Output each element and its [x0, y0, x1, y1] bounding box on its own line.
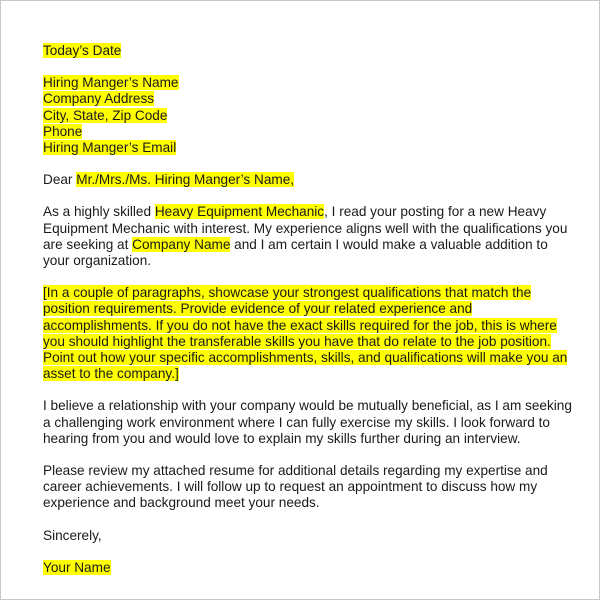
highlighted-text: asset to the company.]	[43, 366, 179, 382]
paragraph-line	[43, 285, 563, 301]
paragraph-line: Equipment Mechanic with interest. My experience aligns well with the qualifications you	[43, 220, 568, 236]
highlighted-text: you should highlight the transferable skills you have that do relate to the job position.	[43, 333, 551, 349]
email-placeholder: Hiring Manger’s Email	[43, 140, 177, 156]
city-state-zip-placeholder: City, State, Zip Code	[43, 107, 168, 123]
paragraph-line	[43, 334, 563, 350]
paragraph-intro	[43, 204, 568, 269]
highlighted-text: position requirements. Provide evidence of your related experience and	[43, 301, 473, 317]
closing: Sincerely,	[43, 527, 102, 543]
highlighted-text: Point out how your specific accomplishments, skills, and qualifications will make you an	[43, 350, 568, 366]
cover-letter	[43, 43, 572, 576]
spacer	[43, 156, 563, 172]
email-line	[43, 140, 563, 156]
spacer	[43, 382, 563, 398]
signature-line	[43, 560, 563, 576]
paragraph-line	[43, 366, 563, 382]
spacer	[43, 59, 563, 75]
paragraph-line: your organization.	[43, 253, 152, 269]
job-title-placeholder: Heavy Equipment Mechanic	[154, 204, 325, 220]
highlighted-text: accomplishments. If you do not have the exact skills required for the job, this is where	[43, 317, 557, 333]
phone-placeholder: Phone	[43, 123, 83, 139]
company-name-placeholder: Company Name	[132, 236, 231, 252]
company-address-placeholder: Company Address	[43, 91, 155, 107]
spacer	[43, 512, 563, 528]
spacer	[43, 269, 563, 285]
paragraph-line: a challenging work environment where I can fully exercise my skills. I look forward to	[43, 414, 550, 430]
paragraph-line	[43, 237, 563, 253]
paragraph-line: I believe a relationship with your company would be mutually beneficial, as I am seeking	[43, 398, 572, 414]
phone-line	[43, 124, 563, 140]
text-run: are seeking at	[43, 236, 133, 252]
recipient-name-placeholder: Hiring Manger’s Name	[43, 75, 179, 91]
salutation	[43, 172, 563, 188]
spacer	[43, 188, 563, 204]
spacer	[43, 544, 563, 560]
date-placeholder: Today’s Date	[43, 43, 122, 58]
text-run: and I am certain I would make a valuable addition to	[230, 236, 548, 252]
signature-placeholder: Your Name	[43, 559, 111, 575]
paragraph-line	[43, 204, 563, 220]
recipient-name-line	[43, 75, 563, 91]
paragraph-line	[43, 350, 568, 366]
paragraph-line: hearing from you and would love to explain my skills further during an interview.	[43, 430, 521, 446]
paragraph-line: career achievements. I will follow up to request an appointment to discuss how my	[43, 479, 538, 495]
paragraph-line	[43, 301, 563, 317]
text-run: , I read your posting for a new Heavy	[324, 204, 547, 220]
paragraph-qualifications-placeholder	[43, 285, 568, 382]
highlighted-text: [In a couple of paragraphs, showcase your strongest qualifications that match the	[43, 285, 532, 301]
paragraph-line: experience and background meet your needs.	[43, 495, 320, 511]
paragraph-line: Please review my attached resume for additional details regarding my expertise and	[43, 463, 548, 479]
company-address-line	[43, 91, 563, 107]
paragraph-line	[43, 318, 563, 334]
salutation-prefix: Dear	[43, 172, 77, 188]
text-run: As a highly skilled	[43, 204, 155, 220]
paragraph-relationship	[43, 398, 572, 447]
city-state-zip-line	[43, 108, 563, 124]
date-line	[43, 43, 563, 59]
paragraph-follow-up	[43, 463, 563, 512]
spacer	[43, 447, 563, 463]
salutation-name-placeholder: Mr./Mrs./Ms. Hiring Manger’s Name,	[76, 172, 295, 188]
